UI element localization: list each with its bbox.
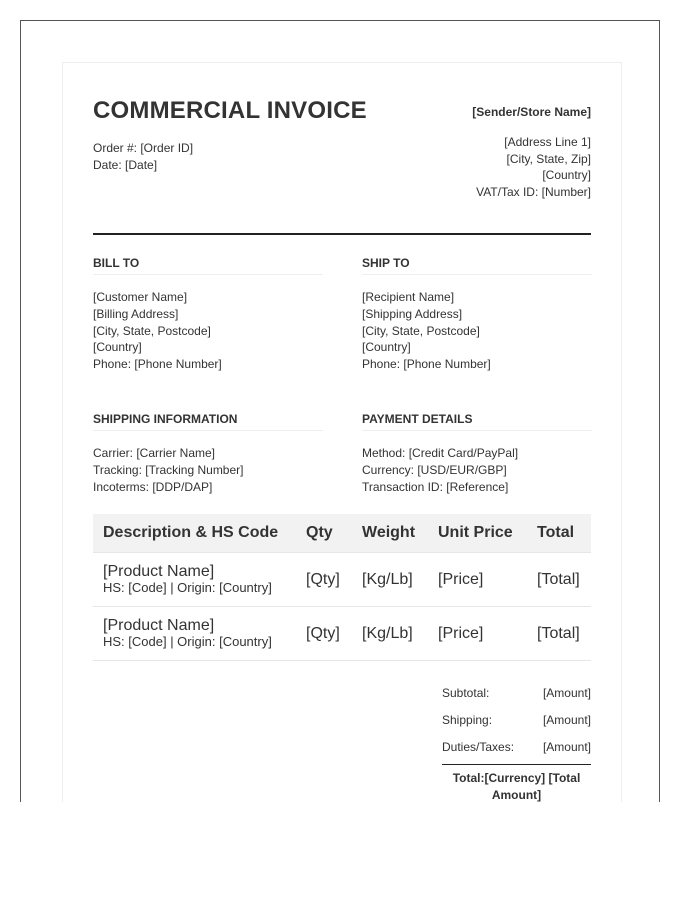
item-qty: [Qty] <box>296 607 352 661</box>
col-header-total: Total <box>527 514 591 553</box>
sender-address-line: [Country] <box>542 168 591 182</box>
ship-to-line: [Country] <box>362 340 411 355</box>
bill-to-line: Phone: [Phone Number] <box>93 357 222 372</box>
sender-address-line: [City, State, Zip] <box>506 151 591 166</box>
ship-to-line: [Shipping Address] <box>362 306 463 321</box>
payment-details-section <box>362 412 592 495</box>
ship-to-heading: SHIP TO <box>362 256 592 275</box>
item-hs-origin: HS: [Code] | Origin: [Country] <box>103 634 272 649</box>
bill-to-line: [City, State, Postcode] <box>93 323 211 338</box>
ship-to-line: Phone: [Phone Number] <box>362 357 491 372</box>
total-divider <box>442 764 591 765</box>
shipping-information-body <box>93 445 323 495</box>
sender-address <box>476 134 591 200</box>
grand-total: Total:[Currency] [Total Amount] <box>452 771 581 802</box>
sender-vat-id: VAT/Tax ID: [Number] <box>476 184 591 199</box>
invoice-page <box>62 62 622 802</box>
bill-to-line: [Country] <box>93 340 142 355</box>
item-total: [Total] <box>527 607 591 661</box>
invoice-date: Date: [Date] <box>93 157 158 172</box>
table-row <box>93 607 591 661</box>
item-description-cell <box>93 607 296 661</box>
bill-to-section <box>93 256 323 373</box>
invoice-meta <box>93 140 193 173</box>
item-name: [Product Name] <box>103 617 215 634</box>
ship-to-line: [Recipient Name] <box>362 290 455 304</box>
col-header-qty: Qty <box>296 514 352 553</box>
col-header-weight: Weight <box>352 514 428 553</box>
document-frame <box>20 20 660 802</box>
item-weight: [Kg/Lb] <box>352 607 428 661</box>
ship-to-line: [City, State, Postcode] <box>362 323 480 338</box>
header-divider <box>93 233 591 235</box>
item-unit-price: [Price] <box>428 607 527 661</box>
order-number: Order #: [Order ID] <box>93 141 194 155</box>
bill-to-line: [Customer Name] <box>93 290 188 304</box>
col-header-description: Description & HS Code <box>93 514 296 553</box>
shipping-label: Shipping: <box>442 713 493 727</box>
currency-line: Currency: [USD/EUR/GBP] <box>362 462 507 477</box>
payment-details-heading: PAYMENT DETAILS <box>362 412 592 431</box>
table-header-row <box>93 514 591 553</box>
col-header-unit-price: Unit Price <box>428 514 527 553</box>
line-items-table <box>93 514 591 661</box>
sender-name: [Sender/Store Name] <box>472 105 591 119</box>
item-name: [Product Name] <box>103 563 215 580</box>
item-qty: [Qty] <box>296 553 352 607</box>
duties-value: [Amount] <box>542 740 591 754</box>
item-unit-price: [Price] <box>428 553 527 607</box>
subtotal-label: Subtotal: <box>442 686 490 700</box>
payment-details-body <box>362 445 592 495</box>
item-weight: [Kg/Lb] <box>352 553 428 607</box>
sender-address-line: [Address Line 1] <box>504 135 591 149</box>
shipping-information-heading: SHIPPING INFORMATION <box>93 412 323 431</box>
bill-to-line: [Billing Address] <box>93 306 179 321</box>
transaction-id-line: Transaction ID: [Reference] <box>362 479 509 494</box>
item-description-cell <box>93 553 296 607</box>
shipping-value: [Amount] <box>542 713 591 727</box>
ship-to-body <box>362 289 592 373</box>
shipping-information-section <box>93 412 323 495</box>
duties-label: Duties/Taxes: <box>442 740 515 754</box>
incoterms-line: Incoterms: [DDP/DAP] <box>93 479 213 494</box>
bill-to-heading: BILL TO <box>93 256 323 275</box>
bill-to-body <box>93 289 323 373</box>
carrier-line: Carrier: [Carrier Name] <box>93 446 216 460</box>
invoice-title: COMMERCIAL INVOICE <box>93 97 367 124</box>
item-hs-origin: HS: [Code] | Origin: [Country] <box>103 580 272 595</box>
ship-to-section <box>362 256 592 373</box>
subtotal-value: [Amount] <box>542 686 591 700</box>
payment-method-line: Method: [Credit Card/PayPal] <box>362 446 519 460</box>
table-row <box>93 553 591 607</box>
tracking-line: Tracking: [Tracking Number] <box>93 462 244 477</box>
item-total: [Total] <box>527 553 591 607</box>
